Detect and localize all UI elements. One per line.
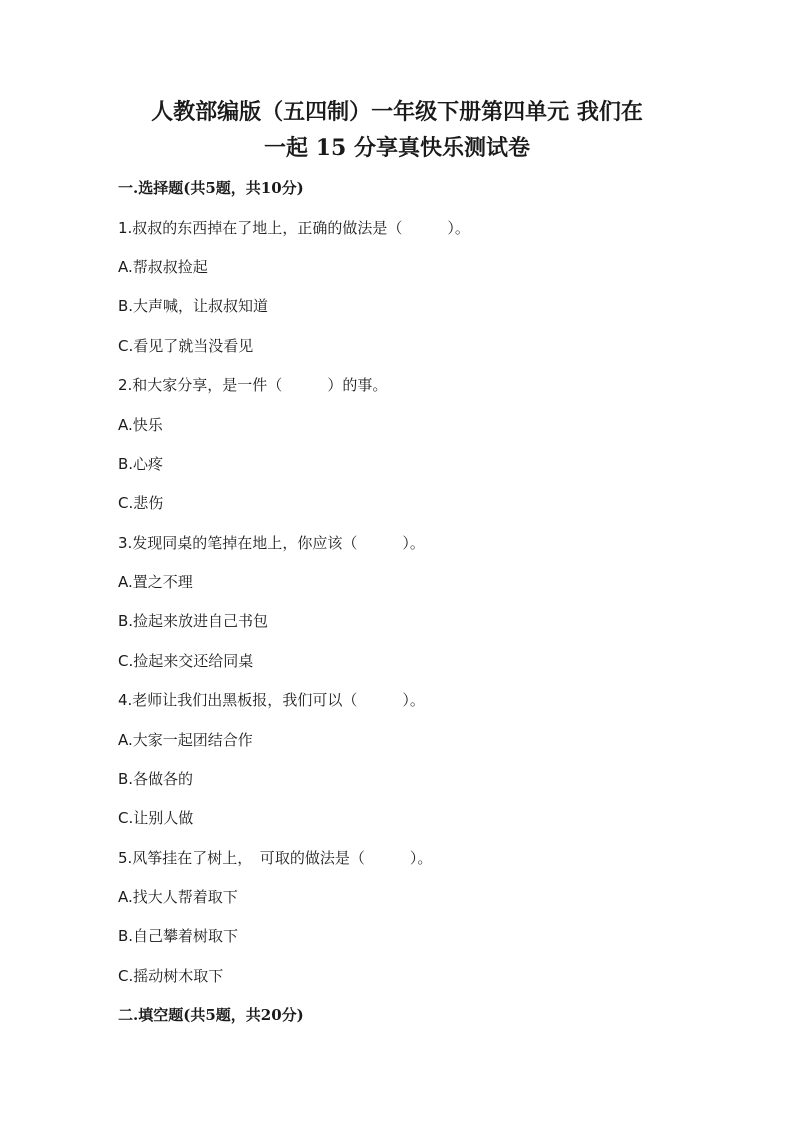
question-2-option-b: B.心疼 <box>118 455 164 473</box>
question-1-stem: 1.叔叔的东西掉在了地上，正确的做法是（ ）。 <box>118 219 470 237</box>
question-2-stem: 2.和大家分享，是一件（ ）的事。 <box>118 376 388 394</box>
question-3-option-c: C.捡起来交还给同桌 <box>118 652 254 670</box>
question-5-stem: 5.风筝挂在了树上， 可取的做法是（ ）。 <box>118 849 433 867</box>
question-5-option-b: B.自己攀着树取下 <box>118 927 239 945</box>
question-2-option-a: A.快乐 <box>118 416 163 434</box>
question-4-option-a: A.大家一起团结合作 <box>118 731 253 749</box>
question-4-stem: 4.老师让我们出黑板报，我们可以（ ）。 <box>118 691 425 709</box>
exam-title-line-2: 一起 15 分享真快乐测试卷 <box>264 135 530 161</box>
exam-title-line-1: 人教部编版（五四制）一年级下册第四单元 我们在 <box>151 99 643 125</box>
question-2-option-c: C.悲伤 <box>118 494 164 512</box>
section-heading-fill-in-blank: 二.填空题(共5题，共20分) <box>118 1006 304 1024</box>
question-1-option-b: B.大声喊，让叔叔知道 <box>118 297 269 315</box>
question-3-option-b: B.捡起来放进自己书包 <box>118 612 269 630</box>
question-5-option-a: A.找大人帮着取下 <box>118 888 238 906</box>
question-3-stem: 3.发现同桌的笔掉在地上，你应该（ ）。 <box>118 534 425 552</box>
section-heading-multiple-choice: 一.选择题(共5题，共10分) <box>118 179 304 197</box>
question-3-option-a: A.置之不理 <box>118 573 193 591</box>
question-4-option-b: B.各做各的 <box>118 770 194 788</box>
question-5-option-c: C.摇动树木取下 <box>118 967 224 985</box>
question-1-option-c: C.看见了就当没看见 <box>118 337 254 355</box>
question-4-option-c: C.让别人做 <box>118 809 194 827</box>
question-1-option-a: A.帮叔叔捡起 <box>118 258 208 276</box>
